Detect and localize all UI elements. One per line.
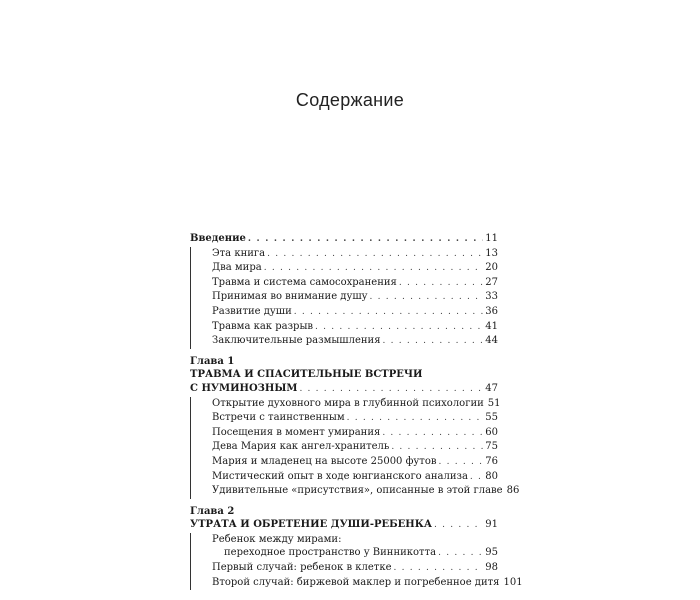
- toc-entry-page: 51: [487, 397, 501, 409]
- toc-entry-title: Первый случай: ребенок в клетке: [212, 562, 392, 574]
- toc-entry-page: 47: [485, 382, 498, 394]
- dot-leader: [294, 306, 484, 320]
- dot-leader: [383, 335, 484, 349]
- toc-entry-page: 95: [485, 547, 498, 559]
- toc-subentry[interactable]: [191, 305, 498, 320]
- dot-leader: [347, 412, 484, 426]
- toc-subentry[interactable]: [191, 261, 498, 276]
- dot-leader: [434, 519, 483, 533]
- toc-subentry[interactable]: [191, 561, 498, 576]
- toc-entry-page: 76: [485, 455, 498, 467]
- toc-entry-page: 98: [485, 562, 498, 574]
- toc-subentry[interactable]: [191, 440, 498, 455]
- chapter-1-title[interactable]: ТРАВМА И СПАСИТЕЛЬНЫЕ ВСТРЕЧИ: [190, 369, 423, 381]
- chapter-2-title: УТРАТА И ОБРЕТЕНИЕ ДУШИ-РЕБЕНКА: [190, 519, 432, 531]
- chapter-1-label: Глава 1: [190, 355, 235, 367]
- toc-entry-page: 41: [485, 320, 498, 332]
- toc-subentry[interactable]: [191, 426, 498, 441]
- toc-entry-page: 86: [506, 485, 520, 497]
- toc-subentry[interactable]: [191, 276, 498, 291]
- dot-leader: [399, 277, 483, 291]
- toc-entry-page: 27: [485, 276, 498, 288]
- page-title: Содержание: [295, 90, 405, 110]
- dot-leader: [370, 291, 484, 305]
- dot-leader: [470, 471, 483, 485]
- toc-entry-page: 55: [485, 412, 498, 424]
- toc-entry-title: переходное пространство у Винникотта: [224, 547, 437, 559]
- toc-subentry[interactable]: [191, 576, 523, 591]
- toc-entry-page: 80: [485, 470, 498, 482]
- toc-entry-chapter-2[interactable]: [190, 518, 498, 533]
- toc-subentry[interactable]: [191, 484, 520, 499]
- toc-entry-page: 60: [485, 426, 498, 438]
- toc-entry-intro[interactable]: [190, 232, 498, 247]
- dot-leader: [267, 248, 483, 262]
- chapter-1-subsections: [190, 397, 520, 499]
- table-of-contents: [190, 232, 523, 590]
- toc-entry-title: Развитие души: [212, 305, 292, 317]
- toc-entry-title: Встречи с таинственным: [212, 412, 345, 424]
- dot-leader: [382, 427, 483, 441]
- toc-entry-title: Удивительные «присутствия», описанные в этой главе: [212, 485, 503, 497]
- chapter-1-title-continued: С НУМИНОЗНЫМ: [190, 382, 298, 394]
- dot-leader: [299, 383, 483, 397]
- toc-subentry[interactable]: [191, 455, 498, 470]
- toc-entry-title: Мистический опыт в ходе юнгианского анализа: [212, 470, 468, 482]
- dot-leader: [248, 233, 483, 247]
- toc-subentry[interactable]: [191, 411, 498, 426]
- toc-entry-page: 75: [485, 441, 498, 453]
- toc-entry-title: Второй случай: биржевой маклер и погребенное дитя: [212, 576, 500, 588]
- toc-entry-title: Заключительные размышления: [212, 335, 381, 347]
- dot-leader: [439, 456, 484, 470]
- toc-entry-title: Мария и младенец на высоте 25000 футов: [212, 455, 437, 467]
- toc-entry-page: 44: [485, 335, 498, 347]
- toc-entry-title: Два мира: [212, 262, 262, 274]
- toc-entry-title: Посещения в момент умирания: [212, 426, 381, 438]
- toc-subentry[interactable]: [191, 470, 498, 485]
- toc-subentry[interactable]: [191, 290, 498, 305]
- toc-entry-page: 33: [485, 291, 498, 303]
- toc-entry-title: Введение: [190, 233, 246, 244]
- dot-leader: [315, 321, 483, 335]
- toc-subentry[interactable]: [191, 247, 498, 262]
- toc-entry-page: 20: [485, 262, 498, 274]
- dot-leader: [394, 562, 484, 576]
- dot-leader: [438, 547, 483, 561]
- toc-entry-title: Открытие духовного мира в глубинной психологии: [212, 397, 484, 409]
- toc-subentry[interactable]: [191, 546, 498, 561]
- toc-entry-chapter-1[interactable]: [190, 382, 498, 397]
- toc-entry-title: Эта книга: [212, 247, 266, 259]
- toc-subentry[interactable]: [191, 397, 501, 412]
- toc-entry-page: 13: [485, 247, 498, 259]
- toc-entry-title: Травма и система самосохранения: [212, 276, 397, 288]
- toc-entry-title: Травма как разрыв: [212, 320, 314, 332]
- dot-leader: [391, 441, 483, 455]
- chapter-2-label: Глава 2: [190, 505, 235, 517]
- toc-entry-title: Дева Мария как ангел-хранитель: [212, 441, 390, 453]
- toc-entry-title: Принимая во внимание душу: [212, 291, 368, 303]
- intro-subsections: [190, 247, 498, 349]
- chapter-2-subsections: [190, 533, 523, 590]
- toc-entry-page: 91: [485, 519, 498, 531]
- toc-entry-page: 11: [485, 233, 498, 244]
- toc-subentry[interactable]: [191, 334, 498, 349]
- toc-subentry-first-line[interactable]: Ребенок между мирами:: [212, 533, 342, 545]
- dot-leader: [264, 262, 484, 276]
- toc-entry-page: 36: [485, 305, 498, 317]
- toc-subentry[interactable]: [191, 320, 498, 335]
- toc-entry-page: 101: [503, 576, 523, 588]
